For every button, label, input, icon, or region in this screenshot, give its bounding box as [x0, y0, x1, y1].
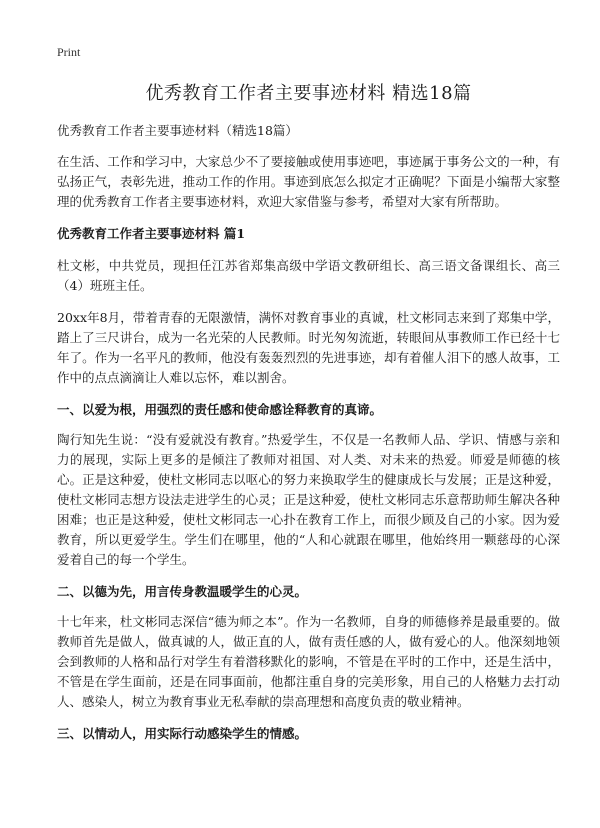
subheading-2: 二、以德为先，用言传身教温暖学生的心灵。: [57, 584, 308, 599]
intro-paragraph: 在生活、工作和学习中，大家总少不了要接触或使用事迹吧，事迹属于事务公文的一种，有弘扬正气，表彰先进，推动工作的作用。事迹到底怎么拟定才正确呢？下面是小编帮大家整理的优秀教育工作者主要事迹材料，欢迎大家借鉴与参考，希望对大家有所帮助。: [57, 154, 560, 209]
paragraph-1: 杜文彬，中共党员，现担任江苏省郑集高级中学语文教研组长、高三语文备课组长、高三（4）班班主任。: [57, 258, 560, 293]
page-title: 优秀教育工作者主要事迹材料 精选18篇: [145, 83, 472, 104]
paragraph-2: 20xx年8月，带着青春的无限激情，满怀对教育事业的真诚，杜文彬同志来到了郑集中学，踏上了三尺讲台，成为一名光荣的人民教师。时光匆匆流逝，转眼间从事教师工作已经十七年了。作为一名平凡的教师，他没有轰轰烈烈的先进事迹，却有着催人泪下的感人故事，工作中的点点滴滴让人难以忘怀，难以割舍。: [57, 310, 560, 385]
document-subtitle: 优秀教育工作者主要事迹材料（精选18篇）: [57, 123, 298, 138]
section-heading-1: 优秀教育工作者主要事迹材料 篇1: [57, 226, 246, 241]
paragraph-4: 十七年来，杜文彬同志深信“德为师之本”。作为一名教师，自身的师德修养是最重要的。做教师首先是做人，做真诚的人，做正直的人，做有责任感的人，做有爱心的人。他深刻地领会到教师的人格和品行对学生有着潜移默化的影响，不管是在平时的工作中，还是生活中，不管是在学生面前，还是在同事面前，他都注重自身的完美形象，用自己的人格魅力去打动人、感染人，树立为教育事业无私奉献的崇高理想和高度负责的敬业精神。: [57, 614, 560, 709]
paragraph-3: 陶行知先生说：“没有爱就没有教育。”热爱学生，不仅是一名教师人品、学识、情感与亲和力的展现，实际上更多的是倾注了教师对祖国、对人类、对未来的热爱。师爱是师德的核心。正是这种爱，使杜文彬同志以呕心的努力来换取学生的健康成长与发展；正是这种爱，使杜文彬同志想方设法走进学生的心灵；正是这种爱，使杜文彬同志乐意帮助师生解决各种困难；也正是这种爱，使杜文彬同志一心扑在教育工作上，而很少顾及自己的小家。因为爱教育，所以更爱学生。学生们在哪里，他的“人和心就跟在哪里，他始终用一颗慈母的心深爱着自己的每一个学生。: [57, 432, 560, 567]
print-label[interactable]: Print: [57, 45, 81, 59]
subheading-3: 三、以情动人，用实际行动感染学生的情感。: [57, 726, 308, 741]
subheading-1: 一、以爱为根，用强烈的责任感和使命感诠释教育的真谛。: [57, 402, 383, 417]
